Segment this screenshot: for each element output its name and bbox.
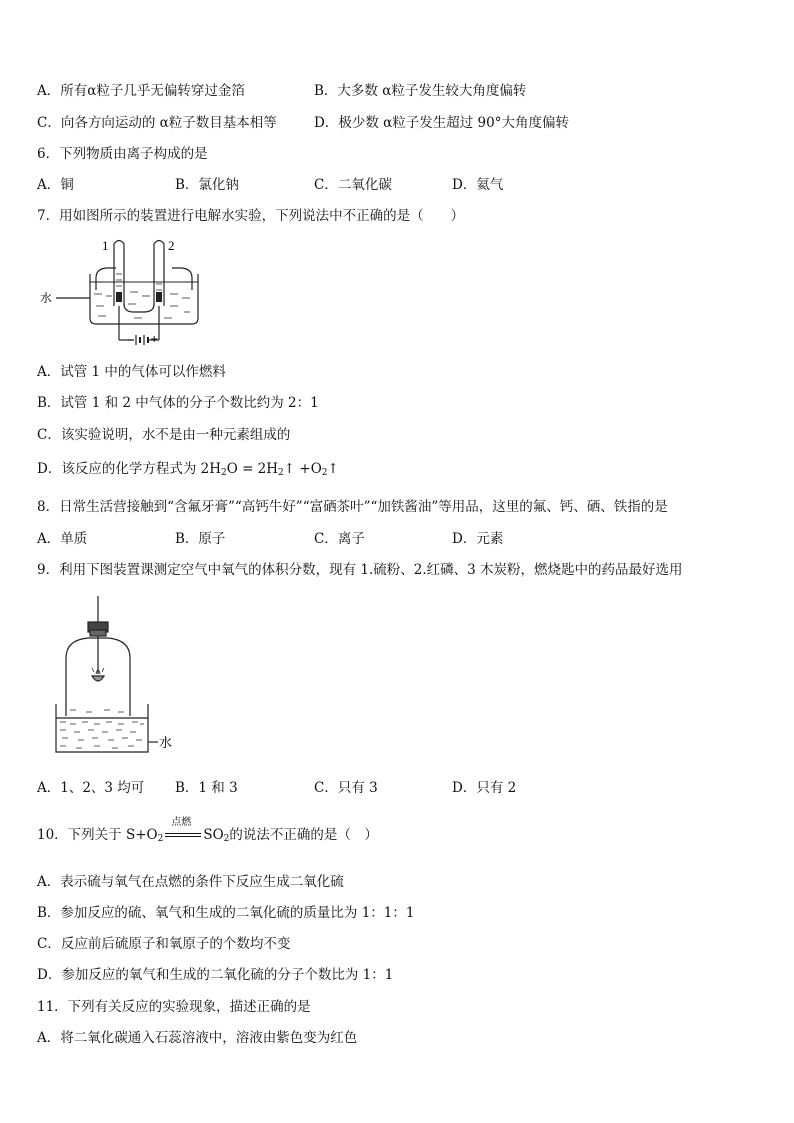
q6-option-b: B．氯化钠 [175, 177, 239, 193]
q6-option-c: C．二氧化碳 [314, 177, 392, 193]
q9-stem: 9．利用下图装置课测定空气中氧气的体积分数，现有 1.硫粉、2.红磷、3 木炭粉，燃烧匙中的药品最好选用 [37, 562, 683, 578]
q8-option-a: A．单质 [37, 531, 88, 547]
q10-option-d: D．参加反应的氧气和生成的二氧化硫的分子个数比为 1：1 [37, 967, 394, 983]
q9-option-b: B．1 和 3 [175, 780, 238, 796]
q7-option-a: A．试管 1 中的气体可以作燃料 [37, 364, 226, 380]
q5-option-b: B．大多数 α粒子发生较大角度偏转 [314, 83, 527, 99]
oxygen-measurement-figure [52, 596, 182, 756]
q5-option-a: A．所有α粒子几乎无偏转穿过金箔 [37, 83, 245, 99]
q8-stem: 8．日常生活营接触到“含氟牙膏”“高钙牛好”“富硒茶叶”“加铁酱油”等用品，这里的氟、钙、硒、铁指的是 [37, 499, 668, 515]
electrolysis-figure [38, 234, 238, 356]
q6-stem: 6．下列物质由离子构成的是 [37, 146, 208, 162]
q9-option-d: D．只有 2 [452, 780, 517, 796]
q10-option-c: C．反应前后硫原子和氧原子的个数均不变 [37, 936, 291, 952]
q10-stem: 10．下列关于 $S+O_2$ 点燃 $SO_2$的说法不正确的是（ ） [37, 826, 378, 848]
q5-option-c: C．向各方向运动的 α粒子数目基本相等 [37, 115, 277, 131]
q9-option-c: C．只有 3 [314, 780, 378, 796]
q10-option-a: A．表示硫与氧气在点燃的条件下反应生成二氧化硫 [37, 874, 344, 890]
q7-option-b: B．试管 1 和 2 中气体的分子个数比约为 2：1 [37, 395, 319, 411]
water-label-2: 水 [159, 736, 173, 751]
q11-option-a: A．将二氧化碳通入石蕊溶液中，溶液由紫色变为红色 [37, 1030, 358, 1046]
q8-option-d: D．元素 [452, 531, 504, 547]
electrolysis-apparatus-drawing [38, 234, 238, 356]
q6-option-d: D．氦气 [452, 177, 504, 193]
svg-text:−: − [126, 335, 135, 346]
reaction-condition: 点燃 [171, 817, 192, 828]
tube-1-label: 1 [102, 238, 109, 253]
q5-option-d: D．极少数 α粒子发生超过 90°大角度偏转 [314, 115, 569, 131]
q10-option-b: B．参加反应的硫、氧气和生成的二氧化硫的质量比为 1：1：1 [37, 905, 415, 921]
reaction-arrow [163, 817, 203, 844]
q11-stem: 11．下列有关反应的实验现象，描述正确的是 [37, 999, 311, 1015]
q7-option-d: D．该反应的化学方程式为 $2H_2O$ = $2H_2↑$ $+O_2↑$ [37, 461, 339, 478]
bell-jar-apparatus-drawing [52, 596, 182, 756]
q9-option-a: A．1、2、3 均可 [37, 780, 145, 796]
q6-option-a: A．铜 [37, 177, 74, 193]
q8-option-b: B．原子 [175, 531, 226, 547]
q7-stem: 7．用如图所示的装置进行电解水实验，下列说法中不正确的是（ ） [37, 208, 465, 224]
water-label: 水 [40, 291, 53, 305]
q7-option-c: C．该实验说明，水不是由一种元素组成的 [37, 427, 291, 443]
tube-2-label: 2 [168, 238, 175, 253]
svg-text:+: + [150, 334, 159, 345]
q8-option-c: C．离子 [314, 531, 365, 547]
